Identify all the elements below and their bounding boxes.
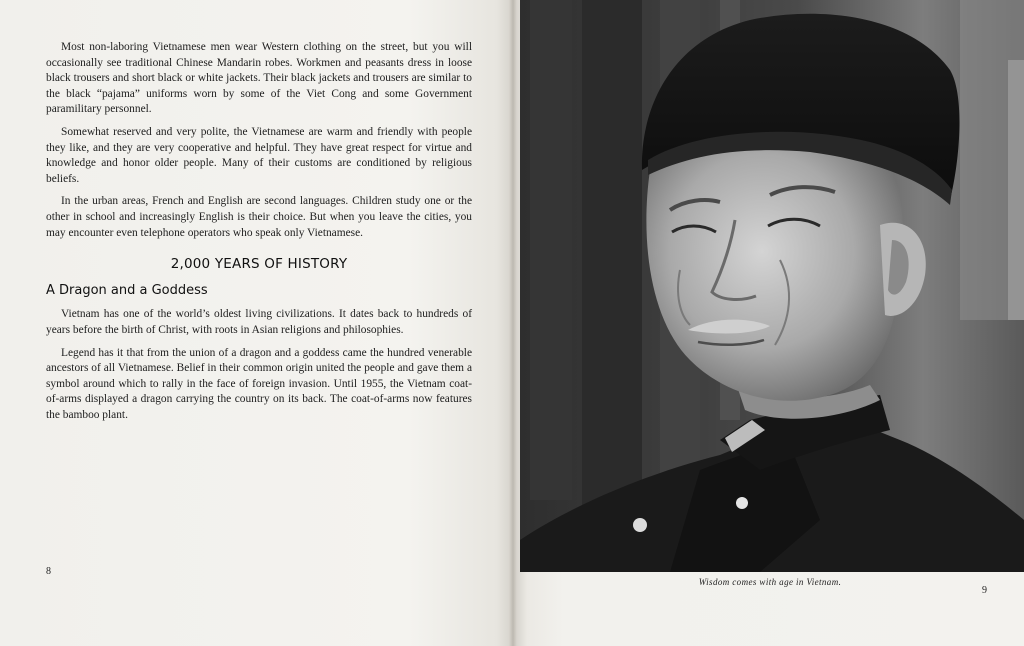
subsection-title: A Dragon and a Goddess [46,282,208,298]
paragraph-languages: In the urban areas, French and English are second languages. Children study one or the other in school and increasingly English is their choice. But when you leave the cities, you may encounter even telephone operators who speak only Vietnamese. [46,195,472,239]
page-number-left: 8 [46,566,51,577]
paragraph-legend: Legend has it that from the union of a dragon and a goddess came the hundred venerable ancestors of all Vietnamese. Belief in their common origin united the people and gave them a symbol around which to rally in the face of foreign invasion. Until 1955, the Vietnam coat-of-arms displayed a dragon carrying the country on its back. The coat-of-arms now features the bamboo plant. [46,346,472,421]
paragraph-civilization: Vietnam has one of the world’s oldest living civilizations. It dates back to hundreds of years before the birth of Christ, with roots in Asian religions and philosophies. [46,308,472,336]
photo-caption: Wisdom comes with age in Vietnam. [698,577,842,587]
portrait-illustration [520,0,1024,572]
book-gutter [509,0,517,646]
page-number-right: 9 [982,585,987,596]
left-page-text [46,40,472,430]
section-title: 2,000 YEARS OF HISTORY [170,256,348,273]
paragraph-character: Somewhat reserved and very polite, the Vietnamese are warm and friendly with people they like, and they are very cooperative and helpful. They have great respect for virtue and knowledge and honor older people. Many of their customs are conditioned by religious beliefs. [46,125,472,185]
paragraph-clothing: Most non-laboring Vietnamese men wear Western clothing on the street, but you will occasionally see traditional Chinese Mandarin robes. Workmen and peasants dress in loose black trousers and short black or white jackets. Their black jackets and trousers are similar to the black “pajama” uniforms worn by some of the Viet Cong and some Government paramilitary personnel. [46,41,472,116]
portrait-photo [520,0,1024,572]
